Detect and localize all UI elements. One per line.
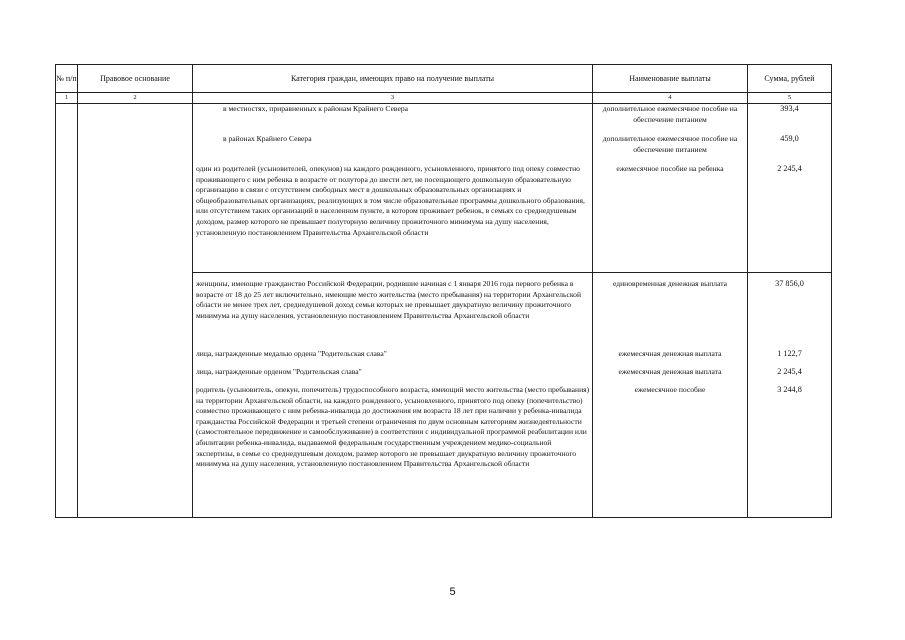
amount-text: 459,0 (780, 134, 799, 143)
payment-name-cell (593, 104, 748, 518)
category-text: в районах Крайнего Севера (223, 134, 312, 143)
column-number: 2 (78, 93, 193, 104)
header-legal-basis: Правовое основание (78, 65, 193, 93)
column-number-row (56, 93, 832, 104)
column-number: 3 (193, 93, 593, 104)
amount-text: 37 856,0 (775, 279, 804, 288)
legal-basis-cell (78, 104, 193, 518)
category-text: один из родителей (усыновителей, опекунов) на каждого рожденного, усыновленного, принятого под опеку совместно проживающего с ним ребенка в возрасте от полутора до шести лет, не посещающего дошкольную образовательную организацию в связи с отсутствием свободных мест в дошкольных образовательных организациях и общеобразовательных организациях, реализующих в том числе образовательные программы дошкольного образования, или отсутствием таких организаций в населенном пункте, в котором проживает ребенок, в семьях со среднедушевым доходом, размер которого не превышает полуторную величину прожиточного минимума на душу населения, установленную постановлением Правительства Архангельской области (193, 164, 592, 273)
payment-name-text: дополнительное ежемесячное пособие на обеспечение питанием (602, 134, 738, 154)
payment-name-text: единовременная денежная выплата (612, 279, 728, 288)
payment-name-text: дополнительное ежемесячное пособие на обеспечение питанием (602, 104, 738, 124)
header-category: Категория граждан, имеющих право на получение выплаты (193, 65, 593, 93)
column-number: 1 (56, 93, 78, 104)
header-amount: Сумма, рублей (748, 65, 832, 93)
header-payment-name: Наименование выплаты (593, 65, 748, 93)
column-number: 5 (748, 93, 832, 104)
category-text: родитель (усыновитель, опекун, попечитель) трудоспособного возраста, имеющий место жительства (место пребывания) на территории Архангельской области, на каждого рожденного, усыновленного, принятого под опеку (попечительство) совместно проживающего с ним ребенка-инвалида до достижения им возраста 18 лет при наличии у ребенка-инвалида гражданства Российской Федерации и третьей степени ограничения по двум основным категориям жизнедеятельности (самостоятельное передвижение и самообслуживание) в соответствии с индивидуальной программой реабилитации или абилитации ребенка-инвалида, выдаваемой федеральным государственным учреждением медико-социальной экспертизы, в семье со среднедушевым доходом, размер которого не превышает двукратную величину прожиточного минимума на душу населения, установленную постановлением Правительства Архангельской области (196, 385, 590, 469)
amount-text: 3 244,8 (777, 385, 802, 394)
amount-cell (748, 104, 832, 518)
category-text: женщины, имеющие гражданство Российской Федерации, родившие начиная с 1 января 2016 года первого ребенка в возрасте от 18 до 25 лет включительно, имеющие место жительства (место пребывания) на территории Архангельской области не менее трех лет, среднедушевой доход семьи которых не превышает двукратную величину прожиточного минимума на душу населения, установленную постановлением Правительства Архангельской области (196, 279, 582, 320)
amount-text: 1 122,7 (777, 349, 802, 358)
category-cell (193, 104, 593, 518)
payment-name-text: ежемесячное пособие (634, 385, 706, 394)
number-cell (56, 104, 78, 518)
payment-name-text: ежемесячное пособие на ребенка (593, 164, 747, 273)
table-header-row (56, 65, 832, 93)
category-text: лица, награжденные орденом "Родительская слава" (196, 367, 362, 376)
header-number: № п/п (56, 65, 78, 93)
payment-name-text: ежемесячная денежная выплата (618, 367, 722, 376)
table-body-row (56, 104, 832, 518)
amount-text: 2 245,4 (777, 367, 802, 376)
amount-text: 393,4 (780, 104, 799, 113)
category-text: в местностях, приравненных к районам Крайнего Севера (223, 104, 409, 113)
benefits-table (55, 64, 832, 518)
category-text: лица, награжденные медалью ордена "Родительская слава" (196, 349, 387, 358)
column-number: 4 (593, 93, 748, 104)
payment-name-text: ежемесячная денежная выплата (618, 349, 722, 358)
page-number: 5 (449, 586, 456, 598)
amount-text: 2 245,4 (748, 164, 831, 273)
